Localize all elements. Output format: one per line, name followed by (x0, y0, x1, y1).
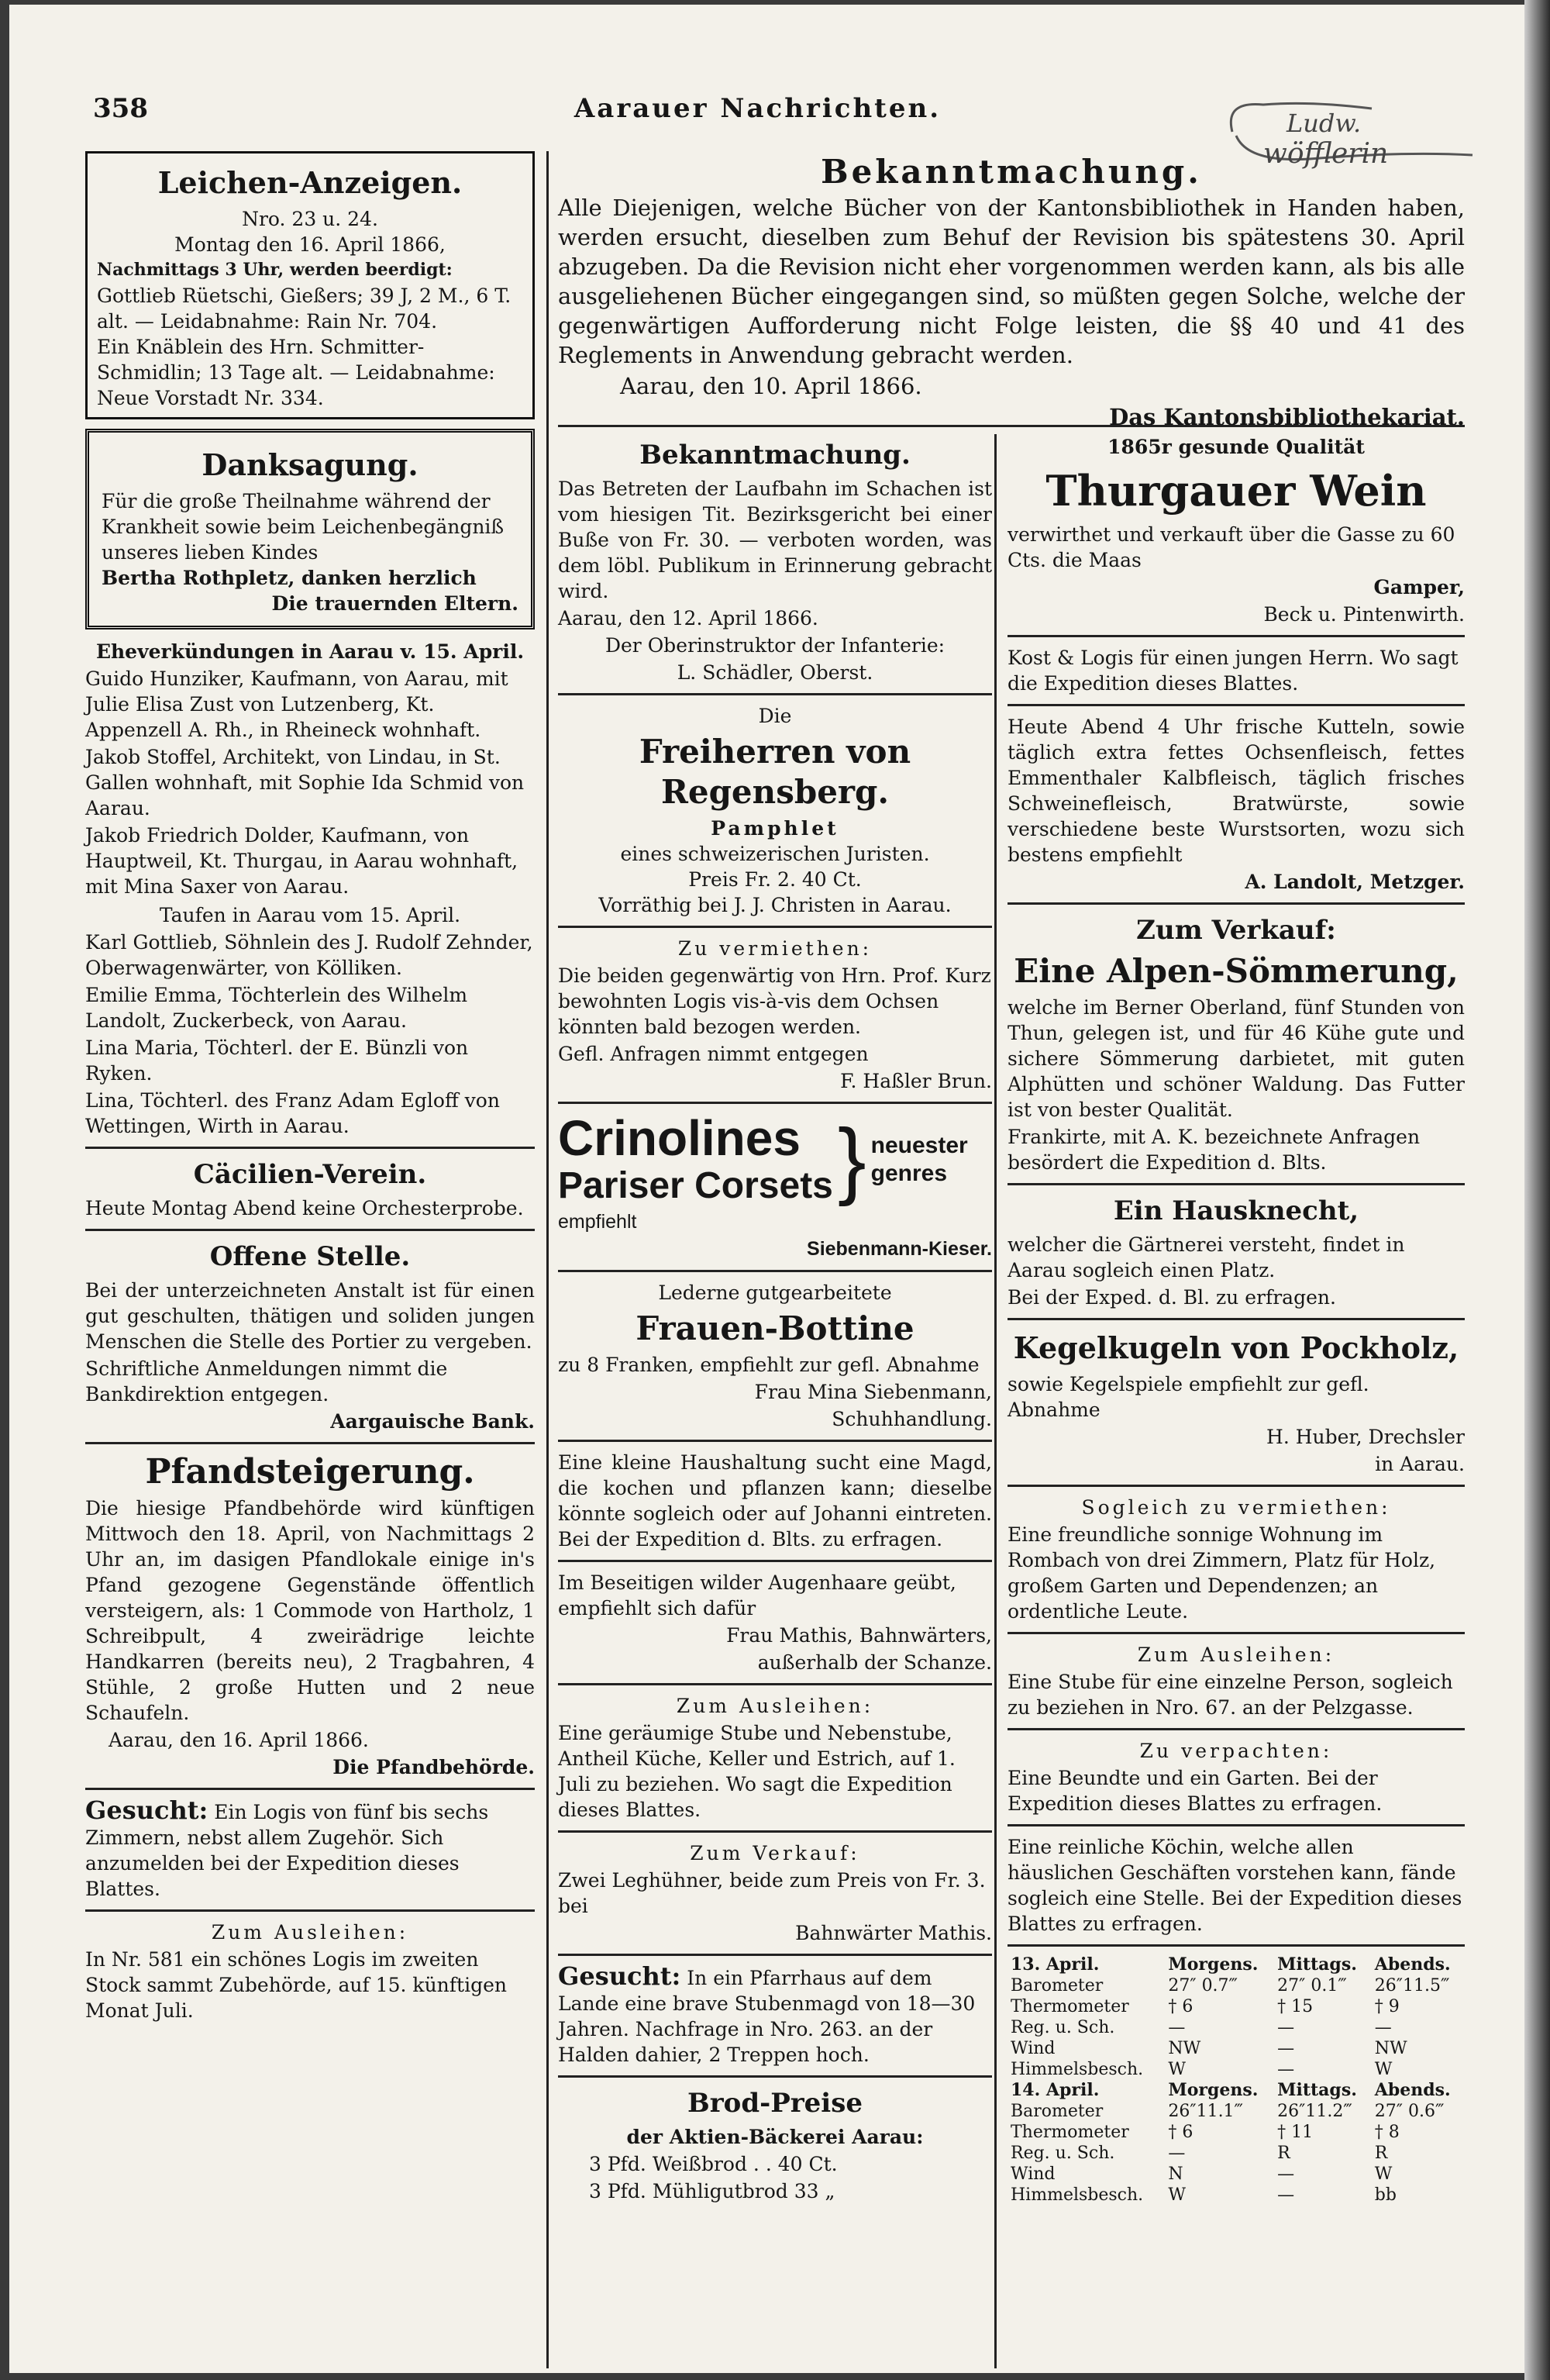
weather-label: Himmelsbesch. (1011, 2185, 1144, 2205)
column-rule-right (994, 434, 997, 2368)
hausknecht-body: welcher die Gärtnerei versteht, findet in Aarau sogleich einen Platz. (1008, 1233, 1405, 1281)
weather-cell: † 6 (1168, 1997, 1194, 2016)
weather-cell: — (1277, 2060, 1295, 2079)
weather-header-row (1008, 1954, 1465, 1975)
bottine-title: Frauen-Bottine (636, 1309, 914, 1347)
laufbahn-body: Das Betreten der Laufbahn im Schachen ist vom hiesigen Tit. Bezirksgericht bei einer Buße von Fr. 30. — verboten worden, was dem löbl. Publikum in Erinnerung gebracht wird. (558, 478, 992, 602)
weather-cell: NW (1168, 2039, 1201, 2058)
rule (85, 1442, 535, 1444)
wein-signature: Gamper, (1373, 576, 1465, 598)
offene-stelle-body-2: Schriftliche Anmeldungen nimmt die Bankdirektion entgegen. (85, 1357, 448, 1406)
page-edge (1524, 0, 1550, 2380)
ausleihen-body: In Nr. 581 ein schönes Logis im zweiten Stock sammt Zubehörde, auf 15. künftigen Monat Juli. (85, 1948, 507, 2022)
weather-label: Reg. u. Sch. (1011, 2144, 1115, 2163)
funeral-entry-2: Ein Knäblein des Hrn. Schmitter-Schmidlin; 13 Tage alt. — Leidabnahme: Neue Vorstadt Nr. 334. (97, 336, 495, 409)
rule (1008, 1728, 1465, 1730)
baptism-entry: Emilie Emma, Töchterlein des Wilhelm Landolt, Zuckerbeck, von Aarau. (85, 984, 468, 1032)
laufbahn-title: Bekanntmachung. (639, 440, 911, 471)
weather-cell: — (1277, 2164, 1295, 2184)
weather-label: Thermometer (1011, 2123, 1129, 2142)
rule (558, 2075, 992, 2078)
offene-stelle-title: Offene Stelle. (209, 1241, 411, 1272)
column-2 (558, 434, 992, 2206)
offene-stelle-body: Bei der unterzeichneten Anstalt ist für einen gut geschulten, thätigen und soliden jungen Menschen die Stelle des Portier zu vergeben. (85, 1279, 535, 1353)
baptism-entry: Karl Gottlieb, Söhnlein des J. Rudolf Zehnder, Oberwagenwärter, von Kölliken. (85, 931, 533, 979)
weather-table (1008, 1954, 1465, 2206)
weather-cell: W (1168, 2185, 1186, 2205)
hausknecht-title: Ein Hausknecht, (1113, 1195, 1359, 1226)
wein-pre: 1865r gesunde Qualität (1107, 436, 1365, 458)
regensberg-sub: Pamphlet (711, 817, 839, 840)
kegel-signature: H. Huber, Drechsler (1266, 1426, 1465, 1448)
alpen-body-2: Frankirte, mit A. K. bezeichnete Anfragen besördert die Expedition d. Blts. (1008, 1126, 1421, 1174)
kost-body: Kost & Logis für einen jungen Herrn. Wo sagt die Expedition dieses Blattes. (1008, 647, 1459, 695)
marriage-entry: Guido Hunziker, Kaufmann, von Aarau, mit Julie Elisa Zust von Lutzenberg, Kt. Appenzell A. Rh., in Rheineck wohnhaft. (85, 667, 508, 741)
weather-label: Himmelsbesch. (1011, 2060, 1144, 2079)
rule (1008, 635, 1465, 637)
weather-day: 14. April. (1011, 2080, 1100, 2100)
column-3 (1008, 434, 1465, 2206)
funeral-entry-1: Gottlieb Rüetschi, Gießers; 39 J, 2 M., 6 T. alt. — Leidabnahme: Rain Nr. 704. (97, 285, 512, 333)
pfand-title: Pfandsteigerung. (145, 1452, 475, 1492)
weather-cell: 26″11.1‴ (1168, 2102, 1243, 2121)
baptism-entry: Lina Maria, Töchterl. der E. Bünzli von Ryken. (85, 1037, 469, 1085)
brod-sub: der Aktien-Bäckerei Aarau: (626, 2126, 924, 2148)
weather-day: 13. April. (1011, 1954, 1100, 1975)
regensberg-sub-2: eines schweizerischen Juristen. (620, 843, 930, 865)
vermiethen-signature: F. Haßler Brun. (840, 1070, 992, 1092)
pfand-body: Die hiesige Pfandbehörde wird künftigen Mittwoch den 18. April, von Nachmittags 2 Uhr an, im dasigen Pfandlokale einige in's Pfand gezogene Gegenstände öffentlich versteigern, als: 1 Commode von Hartholz, 1 Schreibpult, 4 zweirädrige leichte Handkarren (bereits neu), 2 Tragbahren, 4 Stühle, 2 große Hutten und 2 neue Schaufeln. (85, 1497, 535, 1724)
wohnung-body: Eine freundliche sonnige Wohnung im Rombach von drei Zimmern, Platz für Holz, großem Garten und Dependenzen; an ordentliche Leute. (1008, 1523, 1436, 1623)
verkauf-title: Zum Verkauf: (690, 1842, 860, 1864)
wein-title: Thurgauer Wein (1045, 466, 1427, 516)
masthead: Aarauer Nachrichten. (574, 93, 942, 124)
stube-body: Eine Stube für eine einzelne Person, sogleich zu beziehen in Nro. 67. an der Pelzgasse. (1008, 1671, 1453, 1719)
regensberg-price: Preis Fr. 2. 40 Ct. (688, 868, 862, 891)
weather-cell: R (1374, 2144, 1388, 2163)
wein-body: verwirthet und verkauft über die Gasse zu 60 Cts. die Maas (1008, 523, 1455, 571)
crinolines-ad (558, 1112, 992, 1208)
weather-cell: W (1374, 2060, 1393, 2079)
weather-cell: 27″ 0.7‴ (1168, 1976, 1238, 1995)
svg-text:wöfflerin: wöfflerin (1263, 138, 1389, 170)
augenhaare-signature: Frau Mathis, Bahnwärters, (726, 1624, 992, 1647)
column-rule-left (546, 151, 549, 2368)
rule (558, 1560, 992, 1562)
weather-cell: — (1168, 2144, 1186, 2163)
weather-row (1008, 2164, 1465, 2185)
verpachten-title: Zu verpachten: (1139, 1740, 1333, 1762)
weather-row (1008, 2038, 1465, 2059)
offene-stelle-signature: Aargauische Bank. (330, 1410, 535, 1433)
ausleihen-title: Zum Ausleihen: (211, 1921, 409, 1944)
weather-cell: R (1277, 2144, 1290, 2163)
brod-item: 3 Pfd. Weißbrod . . 40 Ct. (589, 2153, 838, 2175)
funeral-notice (85, 151, 535, 419)
weather-head: Abends. (1374, 2080, 1451, 2100)
rule (558, 1683, 992, 1685)
crinolines-line-2: Pariser Corsets (558, 1165, 833, 1206)
bottine-body: zu 8 Franken, empfiehlt zur gefl. Abnahme (558, 1354, 980, 1376)
rule (1008, 1632, 1465, 1634)
funeral-nro: Nro. 23 u. 24. (242, 208, 378, 230)
koechin-body: Eine reinliche Köchin, welche allen häuslichen Geschäften vorstehen kann, fände sogleich eine Stelle. Bei der Expedition dieses Blattes zu erfragen. (1008, 1836, 1462, 1935)
weather-cell: † 8 (1374, 2123, 1400, 2142)
augenhaare-signature-2: außerhalb der Schanze. (757, 1651, 992, 1674)
alpen-body: welche im Berner Oberland, fünf Stunden von Thun, gelegen ist, und für 46 Kühe gute und sichere Sömmerung darbietet, mit guten Alphütten und schöner Waldung. Das Futter ist von bester Qualität. (1008, 996, 1465, 1121)
brod-value: „ (825, 2180, 835, 2202)
rule (558, 926, 992, 928)
weather-head: Morgens. (1168, 1954, 1259, 1975)
kutteln-body: Heute Abend 4 Uhr frische Kutteln, sowie täglich extra fettes Ochsenfleisch, fettes Emmenthaler Kalbfleisch, täglich frisches Schweinefleisch, Bratwürste, sowie verschiedene beste Wurstsorten, wozu sich bestens empfiehlt (1008, 716, 1465, 866)
verkauf-body: Zwei Leghühner, beide zum Preis von Fr. 3. bei (558, 1869, 986, 1917)
weather-label: Wind (1011, 2039, 1056, 2058)
weather-head: Abends. (1374, 1954, 1451, 1975)
funeral-time: Nachmittags 3 Uhr, werden beerdigt: (97, 260, 453, 280)
crinolines-firm: Siebenmann-Kieser. (807, 1238, 992, 1260)
brod-title: Brod-Preise (687, 2088, 863, 2119)
weather-cell: W (1168, 2060, 1186, 2079)
crinolines-side-2: genres (870, 1161, 948, 1186)
gesucht2-body: In ein Pfarrhaus auf dem Lande eine brave Stubenmagd von 18—30 Jahren. Nachfrage in Nro. 263. an der Halden dahier, 2 Treppen hoch. (558, 1967, 976, 2066)
funeral-date: Montag den 16. April 1866, (174, 233, 446, 256)
weather-cell: 27″ 0.1‴ (1277, 1976, 1347, 1995)
thanks-title: Danksagung. (202, 447, 418, 482)
weather-cell: † 9 (1374, 1997, 1400, 2016)
rule (1008, 1944, 1465, 1947)
laufbahn-date: Aarau, den 12. April 1866. (558, 607, 818, 629)
weather-cell: 26″11.5‴ (1374, 1976, 1450, 1995)
laufbahn-signature: L. Schädler, Oberst. (677, 661, 873, 684)
weather-cell: NW (1374, 2039, 1407, 2058)
weather-row (1008, 2185, 1465, 2206)
gesucht-label: Gesucht: (85, 1795, 208, 1825)
wein-signature-2: Beck u. Pintenwirth. (1263, 603, 1465, 626)
rule (85, 1788, 535, 1790)
vermiethen-body-2: Gefl. Anfragen nimmt entgegen (558, 1043, 869, 1065)
hausknecht-body-2: Bei der Exped. d. Bl. zu erfragen. (1008, 1286, 1336, 1309)
weather-head: Mittags. (1277, 2080, 1357, 2100)
regensberg-title: Freiherren von Regensberg. (639, 733, 911, 811)
thanks-name: Bertha Rothpletz, danken herzlich (102, 567, 477, 589)
column-1 (85, 151, 535, 2025)
weather-cell: bb (1374, 2185, 1397, 2205)
weather-cell: W (1374, 2164, 1393, 2184)
ausleihen2-title: Zum Ausleihen: (676, 1695, 874, 1717)
svg-text:Ludw.: Ludw. (1286, 109, 1362, 138)
weather-row (1008, 2122, 1465, 2143)
baptism-entry: Lina, Töchterl. des Franz Adam Egloff von Wettingen, Wirth in Aarau. (85, 1089, 500, 1137)
crinolines-empfiehlt: empfiehlt (558, 1211, 637, 1233)
caecilien-title: Cäcilien-Verein. (193, 1159, 427, 1190)
gesucht-body: Ein Logis von fünf bis sechs Zimmern, nebst allem Zugehör. Sich anzumelden bei der Expedition dieses Blattes. (85, 1801, 489, 1900)
library-notice-signature: Das Kantonsbibliothekariat. (1109, 404, 1465, 430)
weather-label: Wind (1011, 2164, 1056, 2184)
brod-row (589, 2151, 992, 2177)
wohnung-title: Sogleich zu vermiethen: (1081, 1496, 1391, 1519)
verpachten-body: Eine Beundte und ein Garten. Bei der Expedition dieses Blattes zu erfragen. (1008, 1767, 1383, 1815)
bottine-signature-2: Schuhhandlung. (832, 1408, 992, 1430)
baptisms-title: Taufen in Aarau vom 15. April. (159, 904, 461, 926)
vermiethen-title: Zu vermiethen: (677, 937, 873, 960)
weather-cell: N (1168, 2164, 1183, 2184)
rule (1008, 1485, 1465, 1487)
funeral-title: Leichen-Anzeigen. (157, 165, 463, 200)
marriages-title: Eheverkündungen in Aarau v. 15. April. (95, 640, 525, 663)
weather-head: Mittags. (1277, 1954, 1357, 1975)
regensberg-pre: Die (758, 705, 792, 727)
library-notice-date: Aarau, den 10. April 1866. (620, 373, 922, 399)
gesucht2-label: Gesucht: (558, 1961, 681, 1991)
weather-cell: — (1374, 2018, 1392, 2037)
weather-cell: — (1277, 2018, 1295, 2037)
rule (558, 1954, 992, 1956)
weather-cell: — (1168, 2018, 1186, 2037)
alpen-title-2: Eine Alpen-Sömmerung, (1014, 952, 1459, 990)
rule (558, 1102, 992, 1104)
weather-row (1008, 1975, 1465, 1996)
rule (1008, 1318, 1465, 1320)
weather-cell: † 11 (1277, 2123, 1314, 2142)
verkauf-signature: Bahnwärter Mathis. (795, 1922, 992, 1944)
bottine-signature: Frau Mina Siebenmann, (754, 1381, 992, 1403)
brod-item: 3 Pfd. Mühligutbrod 33 (589, 2180, 819, 2202)
weather-label: Barometer (1011, 2102, 1104, 2121)
weather-row (1008, 2143, 1465, 2164)
brace-glyph: } (837, 1112, 866, 1207)
thanks-notice (85, 429, 535, 629)
ausleihen2-body: Eine geräumige Stube und Nebenstube, Antheil Küche, Keller und Estrich, auf 1. Juli zu beziehen. Wo sagt die Expedition dieses Blattes. (558, 1722, 956, 1821)
rule (1008, 1824, 1465, 1826)
alpen-title: Zum Verkauf: (1136, 915, 1336, 946)
weather-label: Reg. u. Sch. (1011, 2018, 1115, 2037)
regensberg-avail: Vorräthig bei J. J. Christen in Aarau. (598, 894, 952, 916)
laufbahn-role: Der Oberinstruktor der Infanterie: (604, 634, 946, 657)
bottine-pre: Lederne gutgearbeitete (658, 1281, 892, 1304)
kegel-title: Kegelkugeln von Pockholz, (1013, 1330, 1459, 1365)
weather-cell: — (1277, 2185, 1295, 2205)
vermiethen-body: Die beiden gegenwärtig von Hrn. Prof. Kurz bewohnten Logis vis-à-vis dem Ochsen könnten bald bezogen werden. (558, 964, 991, 1038)
weather-row (1008, 2017, 1465, 2038)
stube-title: Zum Ausleihen: (1137, 1644, 1335, 1666)
kutteln-signature: A. Landolt, Metzger. (1245, 871, 1465, 893)
rule (85, 1147, 535, 1149)
weather-cell: 26″11.2‴ (1277, 2102, 1352, 2121)
weather-label: Thermometer (1011, 1997, 1129, 2016)
rule (1008, 704, 1465, 706)
augenhaare-body: Im Beseitigen wilder Augenhaare geübt, empfiehlt sich dafür (558, 1571, 956, 1619)
weather-head: Morgens. (1168, 2080, 1259, 2100)
rule (558, 693, 992, 695)
pfand-date: Aarau, den 16. April 1866. (108, 1729, 369, 1751)
rule (1008, 1183, 1465, 1185)
rule (558, 1440, 992, 1442)
crinolines-side-1: neuester (870, 1133, 968, 1158)
pfand-signature: Die Pfandbehörde. (332, 1756, 535, 1778)
library-notice-title: Bekanntmachung. (821, 153, 1202, 191)
weather-cell: † 6 (1168, 2123, 1194, 2142)
brod-row (589, 2178, 992, 2204)
magd-body: Eine kleine Haushaltung sucht eine Magd, die kochen und pflanzen kann; dieselbe könnte sogleich oder auf Johanni eintreten. Bei der Expedition d. Blts. zu erfragen. (558, 1451, 992, 1550)
weather-cell: † 15 (1277, 1997, 1314, 2016)
kegel-body: sowie Kegelspiele empfiehlt zur gefl. Abnahme (1008, 1373, 1369, 1421)
marriage-entry: Jakob Friedrich Dolder, Kaufmann, von Hauptweil, Kt. Thurgau, in Aarau wohnhaft, mit Mina Saxer von Aarau. (85, 824, 518, 898)
page-number: 358 (93, 93, 148, 124)
caecilien-body: Heute Montag Abend keine Orchesterprobe. (85, 1197, 524, 1219)
library-notice-body: Alle Diejenigen, welche Bücher von der Kantonsbibliothek in Handen haben, werden ersucht, dieselben zum Behuf der Revision bis spätestens 30. April abzugeben. Da die Revision nicht eher vorgenommen werden kann, als bis alle ausgeliehenen Bücher eingegangen sind, so müßten gegen Solche, welche der gegenwärtigen Aufforderung nicht Folge leisten, die §§ 40 und 41 des Reglements in Anwendung gebracht werden. (558, 195, 1465, 368)
weather-label: Barometer (1011, 1976, 1104, 1995)
weather-cell: — (1277, 2039, 1295, 2058)
weather-row (1008, 1996, 1465, 2017)
weather-header-row (1008, 2080, 1465, 2101)
marriage-entry: Jakob Stoffel, Architekt, von Lindau, in St. Gallen wohnhaft, mit Sophie Ida Schmid von Aarau. (85, 746, 525, 819)
thanks-signature: Die trauernden Eltern. (271, 592, 518, 615)
thanks-body: Für die große Theilnahme während der Krankheit sowie beim Leichenbegängniß unseres lieben Kindes (102, 490, 505, 564)
weather-row (1008, 2059, 1465, 2080)
kegel-signature-2: in Aarau. (1375, 1453, 1465, 1475)
library-notice (558, 151, 1465, 433)
weather-cell: 27″ 0.6‴ (1374, 2102, 1445, 2121)
weather-row (1008, 2101, 1465, 2122)
crinolines-line-1: Crinolines (558, 1110, 801, 1166)
rule (558, 1830, 992, 1833)
rule (85, 1229, 535, 1231)
rule (85, 1909, 535, 1912)
rule (1008, 902, 1465, 905)
rule (558, 1270, 992, 1272)
